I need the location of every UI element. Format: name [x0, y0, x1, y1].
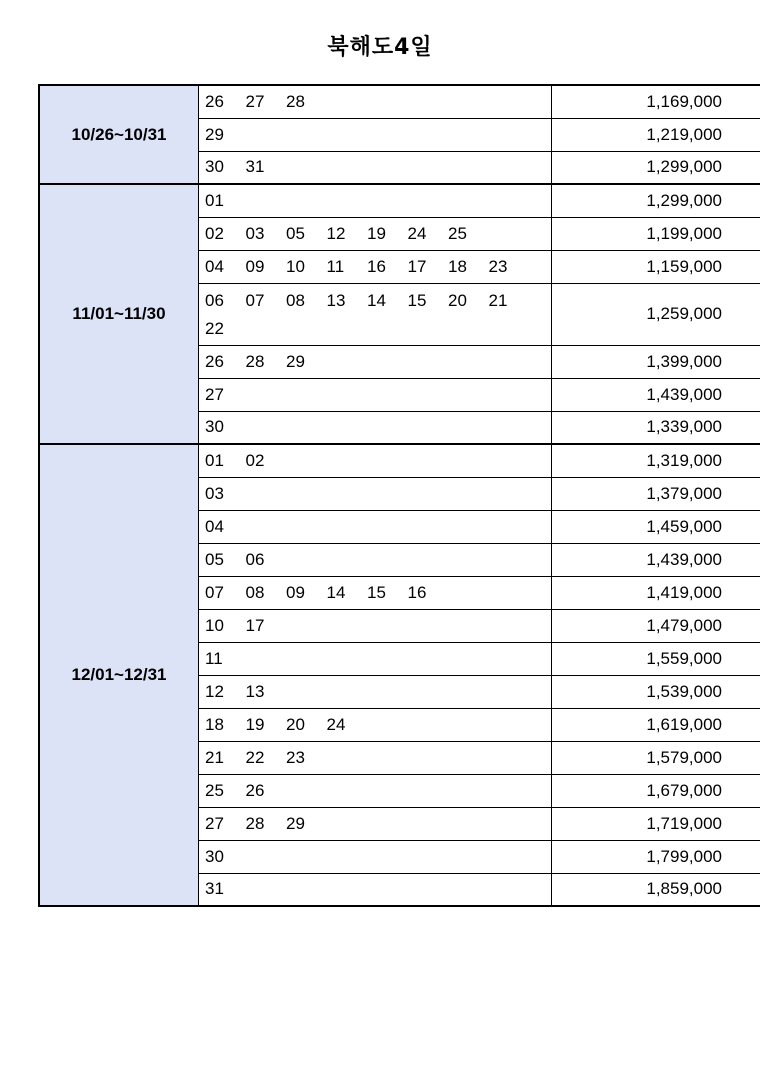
price-cell: 1,539,000: [552, 675, 760, 708]
price-cell: 1,799,000: [552, 840, 760, 873]
departure-day: 21: [488, 291, 508, 310]
price-cell: 1,169,000: [552, 85, 760, 118]
price-cell: 1,439,000: [552, 543, 760, 576]
departure-day: 30: [205, 417, 224, 437]
price-cell: 1,439,000: [552, 378, 760, 411]
departure-day: 10: [286, 256, 305, 276]
table-row: [39, 444, 760, 477]
departure-day: 08: [286, 291, 305, 310]
departure-dates-cell: [199, 840, 552, 873]
departure-dates-cell: [199, 807, 552, 840]
departure-day: 23: [488, 256, 508, 276]
departure-day: 23: [286, 747, 305, 767]
departure-day: 19: [245, 714, 265, 734]
departure-dates-cell: [199, 477, 552, 510]
departure-day: 18: [448, 256, 467, 276]
departure-day: 20: [448, 291, 467, 310]
departure-day: 25: [448, 223, 467, 243]
departure-dates-cell: [199, 283, 552, 345]
period-cell: 11/01~11/30: [39, 184, 199, 444]
departure-day: 15: [367, 582, 386, 602]
departure-dates-cell: [199, 444, 552, 477]
departure-dates-cell: [199, 217, 552, 250]
departure-day: 05: [205, 549, 224, 569]
departure-day: 06: [205, 291, 224, 310]
departure-day: 02: [245, 450, 265, 470]
departure-day: 12: [205, 681, 224, 701]
departure-day: 13: [326, 291, 346, 310]
departure-day: 01: [205, 450, 224, 470]
departure-day: 20: [286, 714, 305, 734]
table-row: [39, 184, 760, 217]
departure-day: 02: [205, 223, 224, 243]
departure-dates-cell: [199, 510, 552, 543]
departure-day: 09: [245, 256, 265, 276]
price-cell: 1,559,000: [552, 642, 760, 675]
departure-day: 28: [286, 91, 305, 111]
page-title: 북해도4일: [327, 35, 433, 60]
departure-dates-cell: [199, 774, 552, 807]
departure-day: 29: [205, 124, 224, 144]
departure-day: 09: [286, 582, 305, 602]
period-cell: 12/01~12/31: [39, 444, 199, 906]
departure-day: 16: [367, 256, 386, 276]
departure-day: 19: [367, 223, 386, 243]
departure-dates-cell: [199, 576, 552, 609]
departure-day: 25: [205, 780, 224, 800]
price-cell: 1,379,000: [552, 477, 760, 510]
departure-day: 07: [205, 582, 224, 602]
departure-day: 06: [245, 549, 265, 569]
departure-day: 05: [286, 223, 305, 243]
price-cell: 1,619,000: [552, 708, 760, 741]
departure-day: 22: [245, 747, 265, 767]
price-cell: 1,159,000: [552, 250, 760, 283]
departure-day: 28: [245, 351, 265, 371]
departure-day: 14: [326, 582, 346, 602]
departure-day: 28: [245, 813, 265, 833]
departure-dates-cell: [199, 378, 552, 411]
departure-day: 29: [286, 351, 305, 371]
departure-day: 22: [205, 319, 224, 338]
departure-dates-cell: [199, 642, 552, 675]
departure-dates-cell: [199, 741, 552, 774]
departure-day: 11: [205, 648, 223, 668]
price-cell: 1,459,000: [552, 510, 760, 543]
period-cell: 10/26~10/31: [39, 85, 199, 184]
price-cell: 1,579,000: [552, 741, 760, 774]
price-cell: 1,319,000: [552, 444, 760, 477]
price-cell: 1,299,000: [552, 184, 760, 217]
departure-dates-cell: [199, 250, 552, 283]
departure-dates-cell: [199, 708, 552, 741]
departure-dates-cell: [199, 543, 552, 576]
price-cell: 1,419,000: [552, 576, 760, 609]
price-cell: 1,219,000: [552, 118, 760, 151]
price-table-body: [39, 85, 760, 906]
price-table: [38, 84, 760, 907]
departure-day: 08: [245, 582, 265, 602]
price-cell: 1,859,000: [552, 873, 760, 906]
departure-dates-cell: [199, 184, 552, 217]
price-cell: 1,259,000: [552, 283, 760, 345]
departure-dates-cell: [199, 345, 552, 378]
departure-day: 04: [205, 516, 224, 536]
price-cell: 1,679,000: [552, 774, 760, 807]
departure-day: 31: [205, 879, 224, 899]
departure-dates-cell: [199, 873, 552, 906]
price-cell: 1,199,000: [552, 217, 760, 250]
departure-day: 21: [205, 747, 224, 767]
departure-dates-cell: [199, 151, 552, 184]
price-cell: 1,299,000: [552, 151, 760, 184]
departure-day: 03: [245, 223, 265, 243]
departure-day: 04: [205, 256, 224, 276]
departure-day: 11: [326, 256, 345, 276]
departure-day: 24: [407, 223, 427, 243]
departure-day: 17: [407, 256, 427, 276]
departure-day: 27: [205, 813, 224, 833]
departure-dates-cell: [199, 675, 552, 708]
departure-day: 27: [245, 91, 265, 111]
departure-day: 17: [245, 615, 265, 635]
departure-day: 29: [286, 813, 305, 833]
departure-day: 14: [367, 291, 386, 310]
departure-day: 07: [245, 291, 265, 310]
departure-day: 26: [245, 780, 265, 800]
departure-day: 26: [205, 91, 224, 111]
price-cell: 1,339,000: [552, 411, 760, 444]
departure-day: 30: [205, 846, 224, 866]
departure-day: 26: [205, 351, 224, 371]
departure-day: 01: [205, 190, 224, 210]
departure-dates-cell: [199, 118, 552, 151]
price-cell: 1,399,000: [552, 345, 760, 378]
departure-day: 30: [205, 157, 224, 177]
departure-day: 15: [407, 291, 427, 310]
departure-day: 10: [205, 615, 224, 635]
departure-day: 03: [205, 483, 224, 503]
departure-day: 13: [245, 681, 265, 701]
departure-day: 16: [407, 582, 427, 602]
table-row: [39, 85, 760, 118]
departure-day: 12: [326, 223, 346, 243]
price-cell: 1,479,000: [552, 609, 760, 642]
departure-day: 31: [245, 157, 265, 177]
departure-dates-cell: [199, 411, 552, 444]
departure-dates-cell: [199, 85, 552, 118]
departure-day: 18: [205, 714, 224, 734]
departure-day: 27: [205, 384, 224, 404]
price-cell: 1,719,000: [552, 807, 760, 840]
departure-dates-cell: [199, 609, 552, 642]
departure-day: 24: [326, 714, 346, 734]
